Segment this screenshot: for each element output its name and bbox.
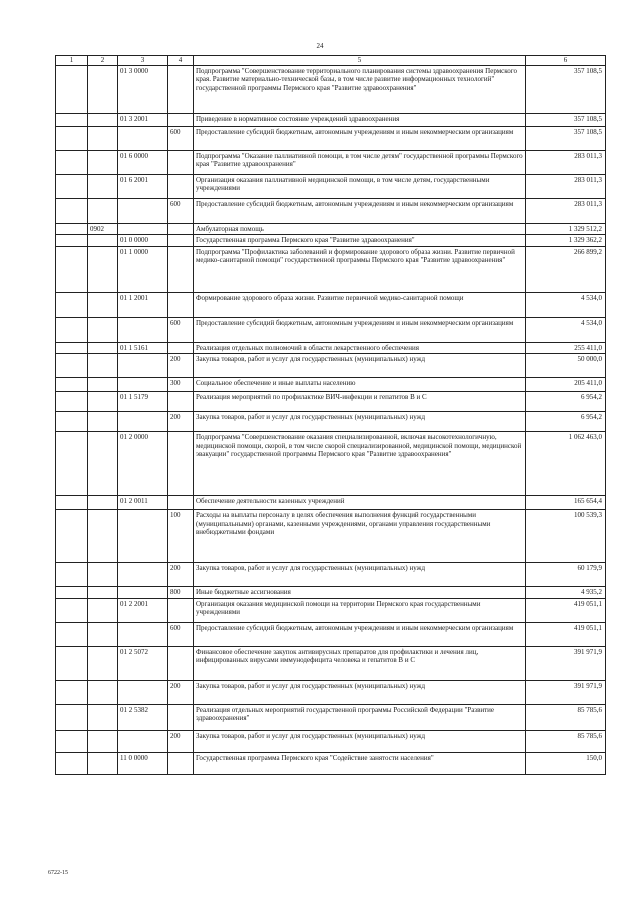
- target-code-cell: [118, 126, 168, 150]
- target-code-cell: 01 6 0000: [118, 150, 168, 174]
- section-code-cell: [88, 235, 118, 247]
- table-row: [56, 680, 606, 704]
- amount-cell: 283 011,3: [526, 150, 606, 174]
- amount-cell: 60 179,9: [526, 563, 606, 587]
- section-code-cell: [88, 317, 118, 342]
- item-name-cell: Подпрограмма "Совершенствование территориального планирования системы здравоохранения Пермского края. Развитие материально-технической базы, в том числе развитие информационных технологий" государственной программы Пермского края "Развитие здравоохранения": [194, 65, 526, 113]
- item-name-cell: Закупка товаров, работ и услуг для государственных (муниципальных) нужд: [194, 730, 526, 752]
- expense-type-cell: [168, 752, 194, 774]
- item-name-cell: Расходы на выплаты персоналу в целях обеспечения выполнения функций государственными (муниципальными) органами, казенными учреждениями, органами управления государственными внебюджетными фондами: [194, 510, 526, 563]
- column-header: 6: [526, 56, 606, 66]
- amount-cell: 85 785,6: [526, 730, 606, 752]
- table-header-row: [56, 56, 606, 66]
- col1-cell: [56, 730, 88, 752]
- table-row: [56, 126, 606, 150]
- table-row: [56, 496, 606, 510]
- expense-type-cell: [168, 113, 194, 126]
- col1-cell: [56, 246, 88, 292]
- section-code-cell: [88, 587, 118, 599]
- col1-cell: [56, 317, 88, 342]
- section-code-cell: [88, 378, 118, 392]
- target-code-cell: [118, 198, 168, 223]
- section-code-cell: [88, 622, 118, 646]
- col1-cell: [56, 680, 88, 704]
- section-code-cell: [88, 292, 118, 317]
- table-row: [56, 392, 606, 412]
- item-name-cell: Приведение в нормативное состояние учреждений здравоохранения: [194, 113, 526, 126]
- expense-type-cell: [168, 432, 194, 496]
- table-row: [56, 174, 606, 198]
- section-code-cell: [88, 354, 118, 378]
- amount-cell: 4 935,2: [526, 587, 606, 599]
- item-name-cell: Реализация отдельных полномочий в области лекарственного обеспечения: [194, 342, 526, 354]
- table-row: [56, 432, 606, 496]
- item-name-cell: Финансовое обеспечение закупок антивирусных препаратов для профилактики и лечения лиц, инфицированных вирусами иммунодефицита человека и гепатитов В и С: [194, 646, 526, 680]
- col1-cell: [56, 646, 88, 680]
- amount-cell: 391 971,9: [526, 646, 606, 680]
- amount-cell: 165 654,4: [526, 496, 606, 510]
- col1-cell: [56, 113, 88, 126]
- item-name-cell: Предоставление субсидий бюджетным, автономным учреждениям и иным некоммерческим организациям: [194, 198, 526, 223]
- item-name-cell: Реализация отдельных мероприятий государственной программы Российской Федерации "Развитие здравоохранения": [194, 704, 526, 730]
- item-name-cell: Подпрограмма "Оказание паллиативной помощи, в том числе детям" государственной программы Пермского края "Развитие здравоохранения": [194, 150, 526, 174]
- col1-cell: [56, 354, 88, 378]
- target-code-cell: 01 2 0011: [118, 496, 168, 510]
- col1-cell: [56, 496, 88, 510]
- amount-cell: 1 062 463,0: [526, 432, 606, 496]
- section-code-cell: [88, 752, 118, 774]
- expense-type-cell: [168, 174, 194, 198]
- col1-cell: [56, 292, 88, 317]
- col1-cell: [56, 65, 88, 113]
- expense-type-cell: [168, 646, 194, 680]
- expense-type-cell: 800: [168, 587, 194, 599]
- table-row: [56, 198, 606, 223]
- amount-cell: 85 785,6: [526, 704, 606, 730]
- table-row: [56, 113, 606, 126]
- item-name-cell: Формирование здорового образа жизни. Развитие первичной медико-санитарной помощи: [194, 292, 526, 317]
- col1-cell: [56, 223, 88, 235]
- item-name-cell: Государственная программа Пермского края "Развитие здравоохранения": [194, 235, 526, 247]
- target-code-cell: [118, 587, 168, 599]
- table-row: [56, 342, 606, 354]
- target-code-cell: [118, 354, 168, 378]
- section-code-cell: [88, 496, 118, 510]
- item-name-cell: Организация оказания паллиативной медицинской помощи, в том числе детям, государственными учреждениями: [194, 174, 526, 198]
- amount-cell: 419 051,1: [526, 622, 606, 646]
- item-name-cell: Иные бюджетные ассигнования: [194, 587, 526, 599]
- amount-cell: 391 971,9: [526, 680, 606, 704]
- target-code-cell: 01 6 2001: [118, 174, 168, 198]
- target-code-cell: 01 2 5382: [118, 704, 168, 730]
- table-row: [56, 246, 606, 292]
- section-code-cell: [88, 392, 118, 412]
- table-row: [56, 412, 606, 432]
- table-row: [56, 598, 606, 622]
- target-code-cell: [118, 510, 168, 563]
- target-code-cell: 01 3 2001: [118, 113, 168, 126]
- amount-cell: 283 011,3: [526, 198, 606, 223]
- table-row: [56, 354, 606, 378]
- item-name-cell: Амбулаторная помощь: [194, 223, 526, 235]
- section-code-cell: [88, 598, 118, 622]
- expense-type-cell: [168, 598, 194, 622]
- item-name-cell: Закупка товаров, работ и услуг для государственных (муниципальных) нужд: [194, 680, 526, 704]
- section-code-cell: [88, 680, 118, 704]
- amount-cell: 205 411,0: [526, 378, 606, 392]
- col1-cell: [56, 235, 88, 247]
- col1-cell: [56, 412, 88, 432]
- expense-type-cell: [168, 292, 194, 317]
- table-row: [56, 730, 606, 752]
- target-code-cell: 01 2 2001: [118, 598, 168, 622]
- expense-type-cell: [168, 235, 194, 247]
- footer-code: 6722-15: [48, 870, 68, 876]
- expense-type-cell: 100: [168, 510, 194, 563]
- column-header: 3: [118, 56, 168, 66]
- col1-cell: [56, 342, 88, 354]
- amount-cell: 150,0: [526, 752, 606, 774]
- section-code-cell: [88, 646, 118, 680]
- section-code-cell: [88, 412, 118, 432]
- item-name-cell: Закупка товаров, работ и услуг для государственных (муниципальных) нужд: [194, 412, 526, 432]
- col1-cell: [56, 174, 88, 198]
- item-name-cell: Подпрограмма "Профилактика заболеваний и формирование здорового образа жизни. Развитие первичной медико-санитарной помощи" государственной программы Пермского края "Развитие здравоохранения": [194, 246, 526, 292]
- item-name-cell: Реализация мероприятий по профилактике ВИЧ-инфекции и гепатитов В и С: [194, 392, 526, 412]
- expense-type-cell: 300: [168, 378, 194, 392]
- item-name-cell: Предоставление субсидий бюджетным, автономным учреждениям и иным некоммерческим организациям: [194, 126, 526, 150]
- target-code-cell: [118, 730, 168, 752]
- target-code-cell: [118, 563, 168, 587]
- expense-type-cell: [168, 342, 194, 354]
- expense-type-cell: 200: [168, 680, 194, 704]
- target-code-cell: 01 1 2001: [118, 292, 168, 317]
- item-name-cell: Закупка товаров, работ и услуг для государственных (муниципальных) нужд: [194, 563, 526, 587]
- amount-cell: 50 000,0: [526, 354, 606, 378]
- col1-cell: [56, 704, 88, 730]
- section-code-cell: [88, 510, 118, 563]
- expense-type-cell: 600: [168, 317, 194, 342]
- column-header: 4: [168, 56, 194, 66]
- amount-cell: 1 329 512,2: [526, 223, 606, 235]
- section-code-cell: [88, 174, 118, 198]
- table-row: [56, 704, 606, 730]
- amount-cell: 266 899,2: [526, 246, 606, 292]
- target-code-cell: 01 1 0000: [118, 246, 168, 292]
- col1-cell: [56, 752, 88, 774]
- target-code-cell: 01 1 5161: [118, 342, 168, 354]
- table-row: [56, 292, 606, 317]
- section-code-cell: [88, 246, 118, 292]
- item-name-cell: Закупка товаров, работ и услуг для государственных (муниципальных) нужд: [194, 354, 526, 378]
- expense-type-cell: 600: [168, 622, 194, 646]
- col1-cell: [56, 587, 88, 599]
- section-code-cell: [88, 730, 118, 752]
- item-name-cell: Подпрограмма "Совершенствование оказания специализированной, включая высокотехнологичную, медицинской помощи, скорой, в том числе скорой специализированной, медицинской помощи, медицинской эвакуации" государственной программы Пермского края "Развитие здравоохранения": [194, 432, 526, 496]
- expense-type-cell: [168, 246, 194, 292]
- section-code-cell: [88, 65, 118, 113]
- expense-type-cell: [168, 65, 194, 113]
- target-code-cell: 01 3 0000: [118, 65, 168, 113]
- table-row: [56, 587, 606, 599]
- amount-cell: 357 108,5: [526, 65, 606, 113]
- col1-cell: [56, 432, 88, 496]
- section-code-cell: [88, 432, 118, 496]
- amount-cell: 4 534,0: [526, 292, 606, 317]
- item-name-cell: Предоставление субсидий бюджетным, автономным учреждениям и иным некоммерческим организациям: [194, 317, 526, 342]
- target-code-cell: [118, 412, 168, 432]
- item-name-cell: Обеспечение деятельности казенных учреждений: [194, 496, 526, 510]
- expense-type-cell: 200: [168, 730, 194, 752]
- amount-cell: 6 954,2: [526, 412, 606, 432]
- table-row: [56, 510, 606, 563]
- target-code-cell: 01 1 5179: [118, 392, 168, 412]
- col1-cell: [56, 598, 88, 622]
- item-name-cell: Организация оказания медицинской помощи на территории Пермского края государственными учреждениями: [194, 598, 526, 622]
- section-code-cell: [88, 150, 118, 174]
- col1-cell: [56, 622, 88, 646]
- amount-cell: 357 108,5: [526, 126, 606, 150]
- section-code-cell: [88, 342, 118, 354]
- table-row: [56, 223, 606, 235]
- col1-cell: [56, 150, 88, 174]
- target-code-cell: 01 2 5072: [118, 646, 168, 680]
- expense-type-cell: 200: [168, 354, 194, 378]
- amount-cell: 100 539,3: [526, 510, 606, 563]
- table-row: [56, 378, 606, 392]
- expense-type-cell: [168, 223, 194, 235]
- section-code-cell: [88, 126, 118, 150]
- expense-type-cell: [168, 704, 194, 730]
- target-code-cell: [118, 223, 168, 235]
- page-number: 24: [316, 42, 324, 50]
- target-code-cell: 01 0 0000: [118, 235, 168, 247]
- amount-cell: 419 051,1: [526, 598, 606, 622]
- col1-cell: [56, 563, 88, 587]
- target-code-cell: 01 2 0000: [118, 432, 168, 496]
- item-name-cell: Социальное обеспечение и иные выплаты населению: [194, 378, 526, 392]
- target-code-cell: [118, 317, 168, 342]
- table-row: [56, 752, 606, 774]
- target-code-cell: [118, 680, 168, 704]
- expense-type-cell: [168, 392, 194, 412]
- column-header: 2: [88, 56, 118, 66]
- table-row: [56, 646, 606, 680]
- amount-cell: 357 108,5: [526, 113, 606, 126]
- column-header: 1: [56, 56, 88, 66]
- table-row: [56, 235, 606, 247]
- target-code-cell: [118, 622, 168, 646]
- section-code-cell: [88, 113, 118, 126]
- expense-type-cell: [168, 496, 194, 510]
- section-code-cell: [88, 198, 118, 223]
- table-row: [56, 622, 606, 646]
- table-row: [56, 563, 606, 587]
- col1-cell: [56, 198, 88, 223]
- expense-type-cell: 600: [168, 198, 194, 223]
- section-code-cell: [88, 563, 118, 587]
- target-code-cell: [118, 378, 168, 392]
- col1-cell: [56, 510, 88, 563]
- amount-cell: 283 011,3: [526, 174, 606, 198]
- expense-type-cell: 200: [168, 412, 194, 432]
- amount-cell: 4 534,0: [526, 317, 606, 342]
- col1-cell: [56, 378, 88, 392]
- item-name-cell: Государственная программа Пермского края "Содействие занятости населения": [194, 752, 526, 774]
- table-row: [56, 150, 606, 174]
- column-header: 5: [194, 56, 526, 66]
- amount-cell: 6 954,2: [526, 392, 606, 412]
- amount-cell: 1 329 362,2: [526, 235, 606, 247]
- expense-type-cell: 200: [168, 563, 194, 587]
- budget-table: [55, 55, 606, 775]
- expense-type-cell: 600: [168, 126, 194, 150]
- item-name-cell: Предоставление субсидий бюджетным, автономным учреждениям и иным некоммерческим организациям: [194, 622, 526, 646]
- amount-cell: 255 411,0: [526, 342, 606, 354]
- target-code-cell: 11 0 0000: [118, 752, 168, 774]
- section-code-cell: 0902: [88, 223, 118, 235]
- col1-cell: [56, 392, 88, 412]
- col1-cell: [56, 126, 88, 150]
- table-row: [56, 317, 606, 342]
- section-code-cell: [88, 704, 118, 730]
- expense-type-cell: [168, 150, 194, 174]
- table-row: [56, 65, 606, 113]
